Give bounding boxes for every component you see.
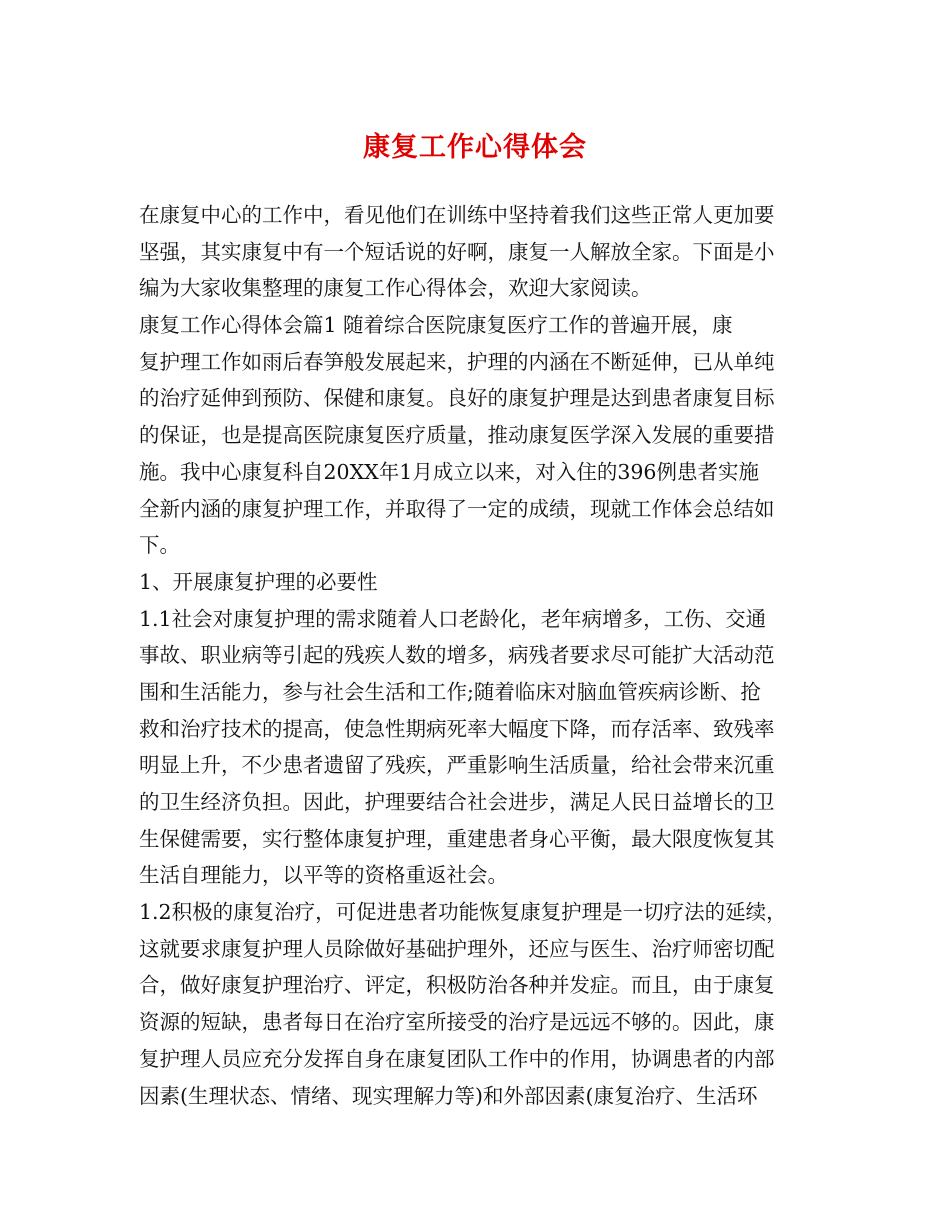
text-line: 康复工作心得体会篇1 随着综合医院康复医疗工作的普遍开展，康: [139, 313, 733, 338]
text-line: 围和生活能力，参与社会生活和工作;随着临床对脑血管疾病诊断、抢: [139, 679, 761, 704]
text-line: 的卫生经济负担。因此，护理要结合社会进步，满足人民日益增长的卫: [139, 790, 775, 814]
text-line: 生活自理能力，以平等的资格重返社会。: [139, 863, 508, 888]
text-line: 坚强，其实康复中有一个短话说的好啊，康复一人解放全家。下面是小: [139, 239, 775, 264]
text-line: 合，做好康复护理治疗、评定，积极防治各种并发症。而且，由于康复: [139, 973, 775, 998]
text-line: 下。: [139, 533, 180, 558]
text-line: 因素(生理状态、情绪、现实理解力等)和外部因素(康复治疗、生活环: [139, 1083, 758, 1108]
text-line: 资源的短缺，患者每日在治疗室所接受的治疗是远远不够的。因此，康: [139, 1010, 775, 1035]
text-line: 1.1社会对康复护理的需求随着人口老龄化，老年病增多，工伤、交通: [139, 606, 767, 631]
text-line: 的治疗延伸到预防、保健和康复。良好的康复护理是达到患者康复目标: [139, 386, 775, 411]
text-line: 生保健需要，实行整体康复护理，重建患者身心平衡，最大限度恢复其: [139, 826, 775, 851]
text-line: 施。我中心康复科自20XX年1月成立以来，对入住的396例患者实施: [139, 459, 759, 484]
document-body: [139, 197, 819, 1114]
text-line: 的保证，也是提高医院康复医疗质量，推动康复医学深入发展的重要措: [139, 423, 775, 448]
text-line: 全新内涵的康复护理工作，并取得了一定的成绩，现就工作体会总结如: [139, 496, 775, 521]
text-line: 事故、职业病等引起的残疾人数的增多，病残者要求尽可能扩大活动范: [139, 643, 775, 668]
text-line: 复护理人员应充分发挥自身在康复团队工作中的作用，协调患者的内部: [139, 1046, 775, 1071]
text-line: 复护理工作如雨后春笋般发展起来，护理的内涵在不断延伸，已从单纯: [139, 349, 775, 374]
section-heading: 1、开展康复护理的必要性: [139, 569, 378, 594]
text-line: 编为大家收集整理的康复工作心得体会，欢迎大家阅读。: [139, 276, 652, 301]
text-line: 这就要求康复护理人员除做好基础护理外，还应与医生、治疗师密切配: [139, 936, 775, 961]
document-title: 康复工作心得体会: [363, 132, 587, 163]
text-line: 救和治疗技术的提高，使急性期病死率大幅度下降，而存活率、致残率: [139, 716, 775, 741]
text-line: 明显上升，不少患者遗留了残疾，严重影响生活质量，给社会带来沉重: [139, 753, 775, 778]
text-line: 在康复中心的工作中，看见他们在训练中坚持着我们这些正常人更加要: [139, 203, 775, 227]
text-line: 1.2积极的康复治疗，可促进患者功能恢复康复护理是一切疗法的延续，: [139, 900, 787, 925]
